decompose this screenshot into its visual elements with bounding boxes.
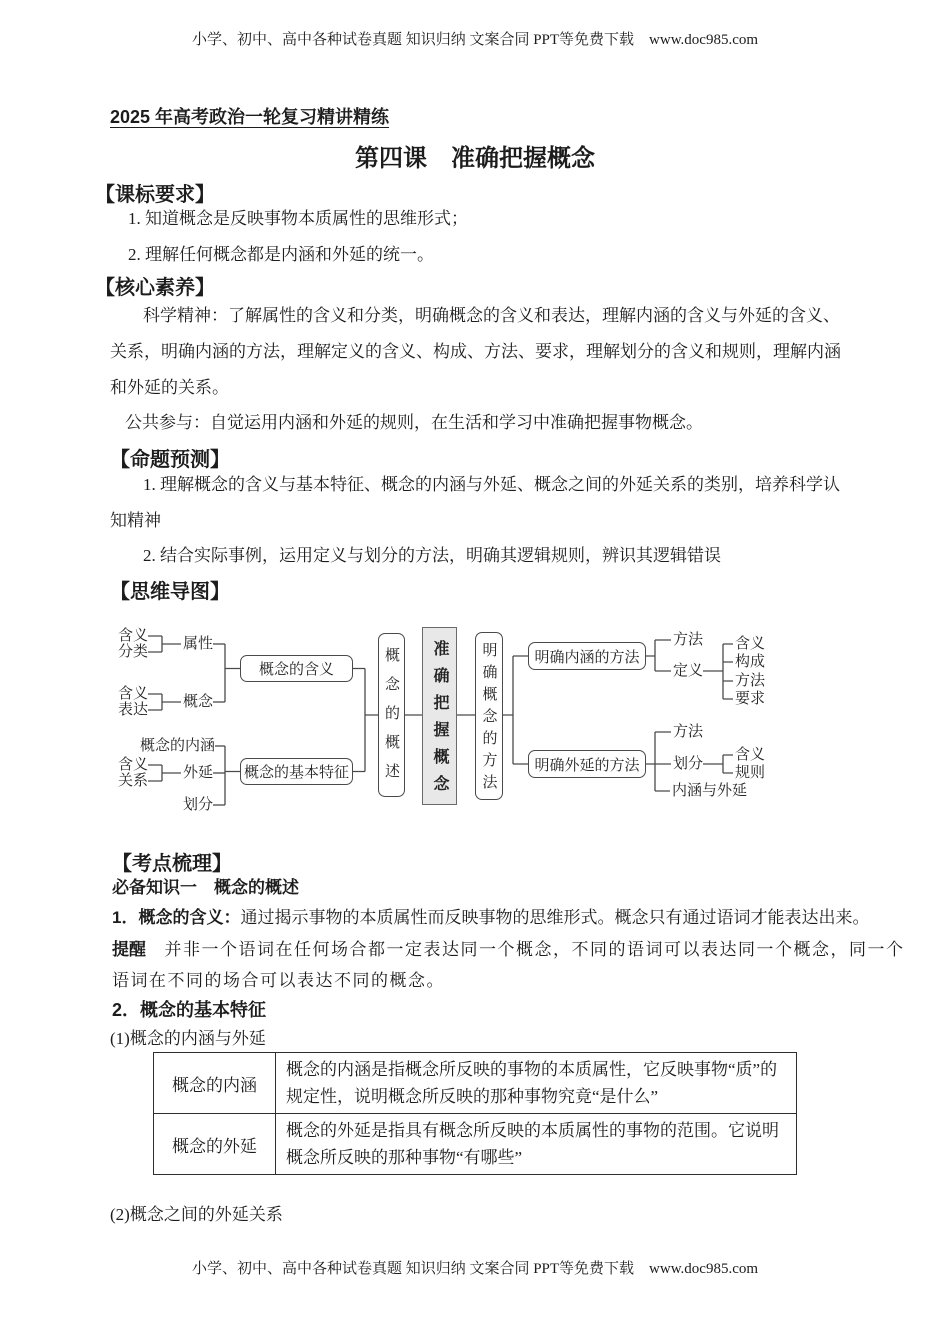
- core-literacy-line: 关系，明确内涵的方法，理解定义的含义、构成、方法、要求，理解划分的含义和规则，理解内涵: [110, 342, 841, 361]
- mindmap-leaf: 表达: [118, 702, 149, 718]
- review-tip-text: 并非一个语词在任何场合都一定表达同一个概念，不同的语词可以表达同一个概念，同一个: [164, 940, 905, 959]
- mindmap-leaf: 含义: [735, 636, 766, 652]
- mindmap-leaf: 属性: [183, 636, 214, 652]
- mindmap-leaf: 方法: [673, 724, 704, 740]
- core-literacy-line: 公共参与：自觉运用内涵和外延的规则，在生活和学习中准确把握事物概念。: [125, 413, 703, 432]
- mindmap-leaf: 概念的内涵: [140, 738, 216, 754]
- section-heading-mindmap: 【思维导图】: [110, 581, 230, 603]
- mindmap-leaf: 划分: [183, 797, 214, 813]
- mindmap-node-meaning: 概念的含义: [240, 655, 353, 682]
- mindmap-node-intension-method: 明确内涵的方法: [528, 642, 646, 670]
- mindmap-node-features: 概念的基本特征: [240, 758, 353, 785]
- mindmap-leaf: 内涵与外延: [672, 783, 748, 799]
- core-literacy-line: 和外延的关系。: [110, 378, 229, 397]
- mindmap-leaf: 关系: [118, 773, 149, 789]
- table-term-cell: 概念的内涵: [154, 1053, 276, 1114]
- course-standards-item: 1. 知道概念是反映事物本质属性的思维形式；: [128, 209, 468, 228]
- section-heading-review: 【考点梳理】: [112, 853, 232, 875]
- review-point-3: (1)概念的内涵与外延: [110, 1029, 266, 1048]
- review-tip-line: [112, 935, 905, 960]
- mindmap-leaf: 含义: [735, 747, 766, 763]
- review-point-1: [112, 903, 869, 928]
- mindmap-diagram: [0, 615, 950, 845]
- table-row: [154, 1053, 797, 1114]
- mindmap-leaf: 方法: [673, 632, 704, 648]
- section-heading-prediction: 【命题预测】: [110, 449, 230, 471]
- table-row: [154, 1114, 797, 1175]
- prediction-line: 知精神: [110, 511, 161, 530]
- review-tip-line: 语词在不同的场合可以表达不同的概念。: [112, 971, 445, 990]
- series-title: 2025 年高考政治一轮复习精讲精练: [110, 107, 390, 127]
- review-tip-label: 提醒: [112, 940, 146, 959]
- page-header: 小学、初中、高中各种试卷真题 知识归纳 文案合同 PPT等免费下载 www.doc985.com: [191, 32, 759, 48]
- mindmap-leaf-group: [118, 757, 148, 789]
- mindmap-leaf: 要求: [735, 691, 766, 707]
- mindmap-leaf: 分类: [118, 644, 149, 660]
- mindmap-node-extension-method: 明确外延的方法: [528, 750, 646, 778]
- review-point-1-label: 1．概念的含义：: [112, 908, 241, 927]
- page-footer: 小学、初中、高中各种试卷真题 知识归纳 文案合同 PPT等免费下载 www.doc985.com: [191, 1261, 759, 1277]
- prediction-line: 1. 理解概念的含义与基本特征、概念的内涵与外延、概念之间的外延关系的类别，培养科学认: [143, 475, 840, 494]
- review-point-1-text: 通过揭示事物的本质属性而反映事物的思维形式。概念只有通过语词才能表达出来。: [240, 908, 870, 927]
- mindmap-leaf: 构成: [735, 654, 766, 670]
- review-point-2: 2．概念的基本特征: [112, 1000, 267, 1020]
- mindmap-leaf: 概念: [183, 694, 214, 710]
- mindmap-leaf: 规则: [735, 765, 766, 781]
- mindmap-node-overview: 概念的概述: [378, 633, 405, 797]
- mindmap-leaf: 划分: [673, 756, 704, 772]
- course-standards-item: 2. 理解任何概念都是内涵和外延的统一。: [128, 245, 434, 264]
- table-definition-cell: 概念的外延是指具有概念所反映的本质属性的事物的范围。它说明概念所反映的那种事物“有哪些”: [276, 1114, 797, 1175]
- page-title: 第四课 准确把握概念: [355, 145, 595, 172]
- mindmap-leaf: 含义: [118, 686, 149, 702]
- section-heading-course-standards: 【课标要求】: [95, 184, 215, 206]
- mindmap-node-methods: 明确概念的方法: [475, 632, 503, 800]
- mindmap-leaf: 含义: [118, 628, 149, 644]
- review-subheading: 必备知识一 概念的概述: [112, 878, 299, 897]
- mindmap-leaf: 方法: [735, 673, 766, 689]
- section-heading-core-literacy: 【核心素养】: [95, 277, 215, 299]
- mindmap-leaf: 外延: [183, 765, 214, 781]
- prediction-line: 2. 结合实际事例，运用定义与划分的方法，明确其逻辑规则，辨识其逻辑错误: [143, 546, 721, 565]
- mindmap-leaf-group: [118, 628, 148, 660]
- definition-table: [153, 1052, 797, 1175]
- mindmap-leaf: 含义: [118, 757, 149, 773]
- mindmap-root-node: 准确把握概念: [422, 627, 457, 805]
- review-point-4: (2)概念之间的外延关系: [110, 1205, 283, 1224]
- mindmap-leaf: 定义: [673, 663, 704, 679]
- table-definition-cell: 概念的内涵是指概念所反映的事物的本质属性，它反映事物“质”的规定性，说明概念所反映的那种事物究竟“是什么”: [276, 1053, 797, 1114]
- table-term-cell: 概念的外延: [154, 1114, 276, 1175]
- core-literacy-line: 科学精神：了解属性的含义和分类，明确概念的含义和表达，理解内涵的含义与外延的含义、: [143, 306, 840, 325]
- mindmap-leaf-group: [118, 686, 148, 718]
